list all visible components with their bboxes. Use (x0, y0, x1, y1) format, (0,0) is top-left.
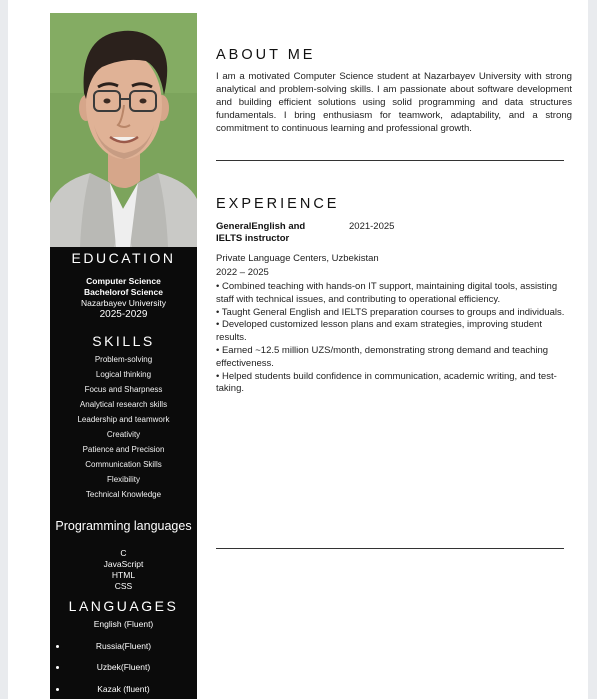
job-dates: 2022 – 2025 (216, 267, 269, 278)
sidebar (50, 13, 197, 699)
resume-page (8, 0, 588, 699)
skill-item: Patience and Precision (82, 445, 165, 454)
job-years: 2021-2025 (349, 221, 395, 232)
job-title: GeneralEnglish and IELTS instructor (216, 221, 306, 244)
programming-item: C (120, 548, 127, 558)
education-title: EDUCATION (71, 250, 176, 266)
language-item: Kazak (fluent) (97, 684, 150, 694)
skill-item: Leadership and teamwork (77, 415, 170, 424)
about-title: ABOUT ME (216, 47, 316, 63)
education-university: Nazarbayev University (80, 298, 167, 308)
language-item: Russia(Fluent) (95, 641, 152, 651)
skill-item: Analytical research skills (79, 400, 168, 409)
skill-item: Focus and Sharpness (84, 385, 163, 394)
skill-item: Problem-solving (94, 355, 153, 364)
languages-title: LANGUAGES (68, 598, 179, 614)
skill-item: Technical Knowledge (85, 490, 162, 499)
education-degree-line1: Computer Science (86, 276, 161, 286)
job-bullet: • Developed customized lesson plans and exam strategies, improving student results. (216, 319, 542, 344)
job-company: Private Language Centers, Uzbekistan (216, 253, 379, 264)
profile-photo-illustration (50, 13, 197, 247)
programming-title: Programming languages (55, 519, 192, 533)
job-bullets (216, 281, 568, 396)
language-item: Uzbek(Fluent) (96, 662, 151, 672)
programming-item: CSS (114, 581, 133, 591)
skill-item: Logical thinking (95, 370, 152, 379)
education-degree-line2: Bachelorof Science (84, 287, 163, 297)
job-bullet: • Combined teaching with hands-on IT support, maintaining digital tools, assisting staff with technical issues, and contributing to operational efficiency. (216, 281, 558, 305)
job-bullet: • Earned ~12.5 million UZS/month, demonstrating strong demand and teaching effectiveness. (216, 344, 549, 369)
job-bullet: • Taught General English and IELTS preparation courses to groups and individuals. (216, 306, 565, 318)
divider (216, 548, 564, 549)
programming-item: HTML (111, 570, 136, 580)
skills-title: SKILLS (92, 333, 155, 349)
profile-photo (50, 13, 197, 247)
programming-item: JavaScript (103, 559, 144, 569)
skill-item: Communication Skills (85, 460, 162, 469)
divider (216, 160, 564, 161)
skill-item: Flexibility (107, 475, 140, 484)
skill-item: Creativity (106, 430, 141, 439)
about-text: I am a motivated Computer Science student at Nazarbayev University with strong analytical and problem-solving skills. I am passionate about software development and building efficient solutions using solid programming and data structures fundamentals. I bring enthusiasm for teamwork, adaptability, and a strong commitment to continuous learning and professional growth. (216, 71, 572, 134)
language-item: English (Fluent) (93, 619, 154, 629)
education-years: 2025-2029 (99, 309, 148, 320)
job-bullet: • Helped students build confidence in communication, academic writing, and test-taking. (216, 370, 557, 395)
experience-title: EXPERIENCE (216, 196, 340, 212)
